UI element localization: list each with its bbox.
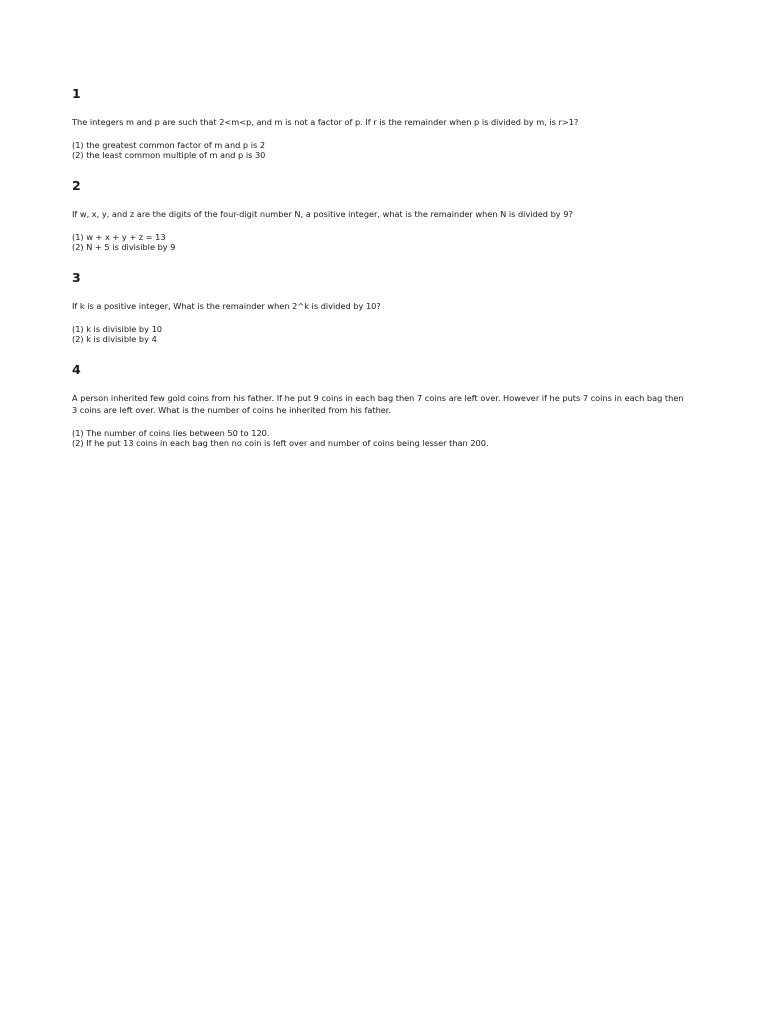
statement-2: (2) If he put 13 coins in each bag then no coin is left over and number of coins being lesser than 200.: [72, 438, 489, 448]
question-number: 1: [72, 86, 81, 101]
statement-2: (2) k is divisible by 4: [72, 334, 157, 344]
question-3: [72, 270, 696, 362]
question-number: 4: [72, 362, 81, 377]
statement-1: (1) k is divisible by 10: [72, 324, 162, 334]
question-number: 3: [72, 270, 81, 285]
question-stem: If w, x, y, and z are the digits of the four-digit number N, a positive integer, what is the remainder when N is divided by 9?: [72, 209, 573, 219]
question-stem: If k is a positive integer, What is the remainder when 2^k is divided by 10?: [72, 301, 381, 311]
statement-2: (2) N + 5 is divisible by 9: [72, 242, 176, 252]
question-2: [72, 178, 696, 270]
question-stem: The integers m and p are such that 2<m<p, and m is not a factor of p. If r is the remainder when p is divided by m, is r>1?: [72, 117, 579, 127]
statement-1: (1) The number of coins lies between 50 to 120.: [72, 428, 270, 438]
statement-1: (1) the greatest common factor of m and p is 2: [72, 140, 266, 150]
question-4: [72, 362, 696, 454]
statement-2: (2) the least common multiple of m and p is 30: [72, 150, 266, 160]
statement-1: (1) w + x + y + z = 13: [72, 232, 166, 242]
question-stem: A person inherited few gold coins from his father. If he put 9 coins in each bag then 7 coins are left over. However if he puts 7 coins in each bag then 3 coins are left over. What is the number of coins he inherited from his father.: [72, 393, 684, 415]
question-number: 2: [72, 178, 81, 193]
question-1: [72, 86, 696, 178]
